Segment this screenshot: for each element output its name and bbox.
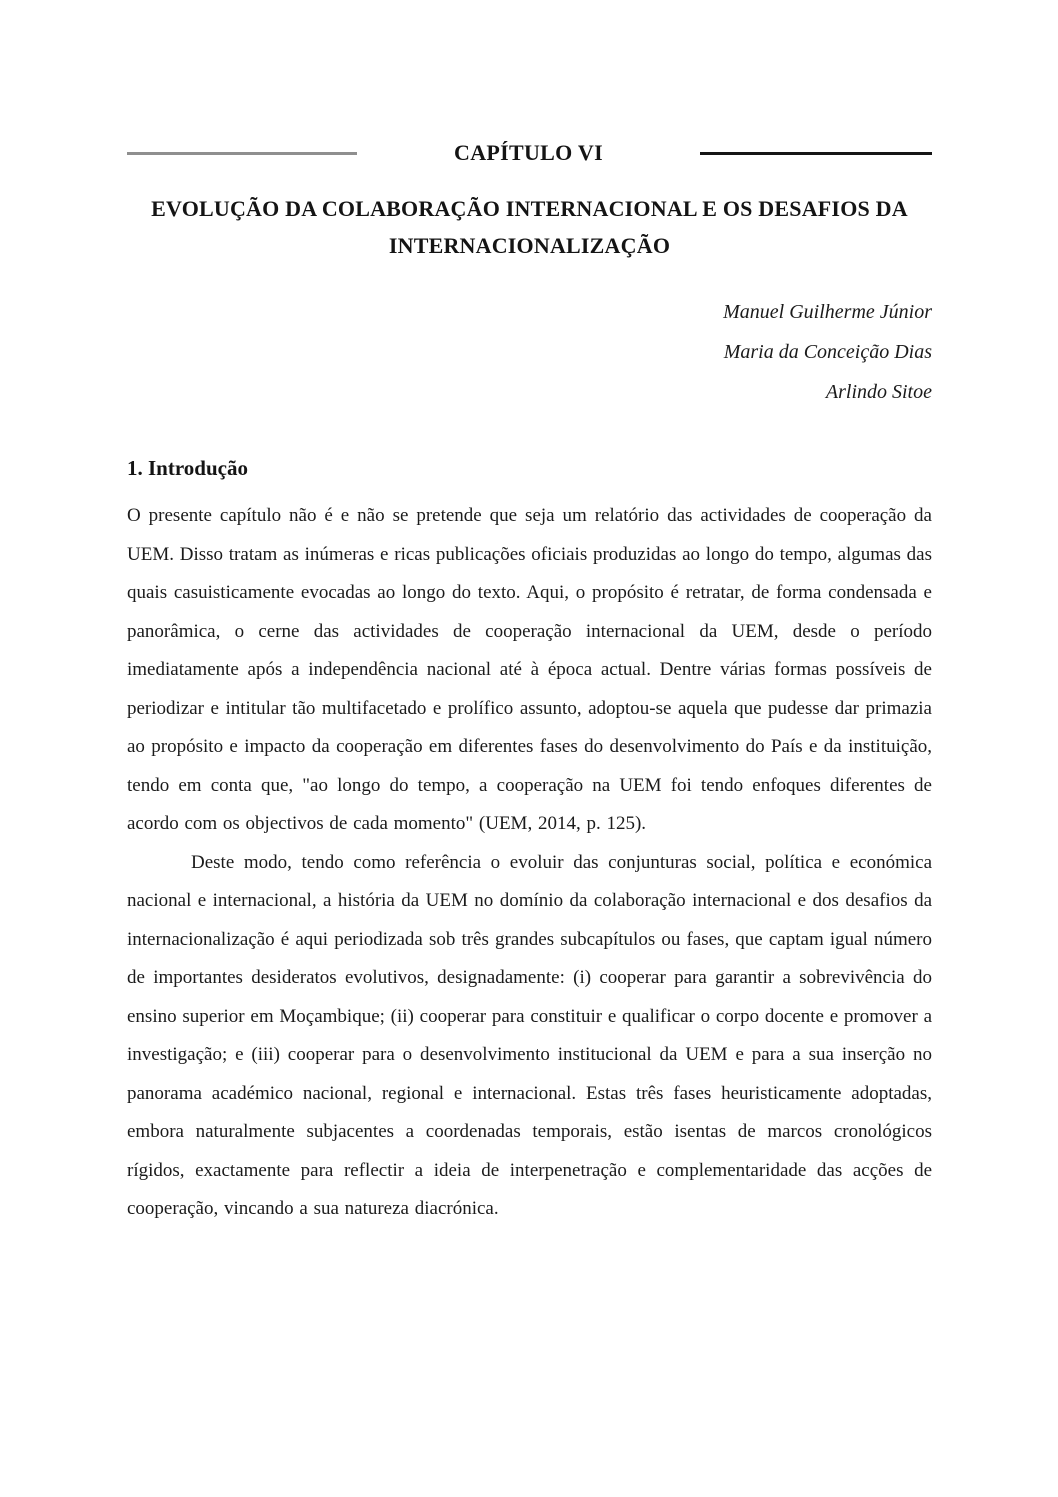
section-heading-introducao: 1. Introdução (127, 456, 248, 480)
paragraph-2: Deste modo, tendo como referência o evoluir das conjunturas social, política e económica nacional e internacional, a história da UEM no domínio da colaboração internacional e dos desafios da internacionalização é aqui periodizada sob três grandes subcapítulos ou fases, que captam igual número de importantes desideratos evolutivos, designadamente: (i) cooperar para garantir a sobrevivência do ensino superior em Moçambique; (ii) cooperar para constituir e qualificar o corpo docente e promover a investigação; e (iii) cooperar para o desenvolvimento institucional da UEM e para a sua inserção no panorama académico nacional, regional e internacional. Estas três fases heuristicamente adoptadas, embora naturalmente subjacentes a coordenadas temporais, estão isentas de marcos cronológicos rígidos, exactamente para reflectir a ideia de interpenetração e complementaridade das acções de cooperação, vincando a sua natureza diacrónica. (127, 851, 932, 1219)
left-rule-divider (127, 152, 357, 155)
author-name-1: Manuel Guilherme Júnior (723, 301, 932, 323)
author-name-3: Arlindo Sitoe (825, 381, 932, 403)
paragraph-1: O presente capítulo não é e não se pretende que seja um relatório das actividades de cooperação da UEM. Disso tratam as inúmeras e ricas publicações oficiais produzidas ao longo do tempo, algumas das quais casuisticamente evocadas ao longo do texto. Aqui, o propósito é retratar, de forma condensada e panorâmica, o cerne das actividades de cooperação internacional da UEM, desde o período imediatamente após a independência nacional até à época actual. Dentre várias formas possíveis de periodizar e intitular tão multifacetado e prolífico assunto, adoptou-se aquela que pudesse dar primazia ao propósito e impacto da cooperação em diferentes fases do desenvolvimento do País e da instituição, tendo em conta que, "ao longo do tempo, a cooperação na UEM foi tendo enfoques diferentes de acordo com os objectivos de cada momento" (UEM, 2014, p. 125). (127, 505, 932, 834)
right-rule-divider (700, 152, 932, 155)
chapter-label: CAPÍTULO VI (454, 140, 603, 165)
chapter-header (127, 140, 932, 166)
chapter-title: EVOLUÇÃO DA COLABORAÇÃO INTERNACIONAL E OS DESAFIOS DA INTERNACIONALIZAÇÃO (151, 196, 908, 258)
authors-block (127, 292, 932, 412)
author-name-2: Maria da Conceição Dias (723, 341, 932, 363)
